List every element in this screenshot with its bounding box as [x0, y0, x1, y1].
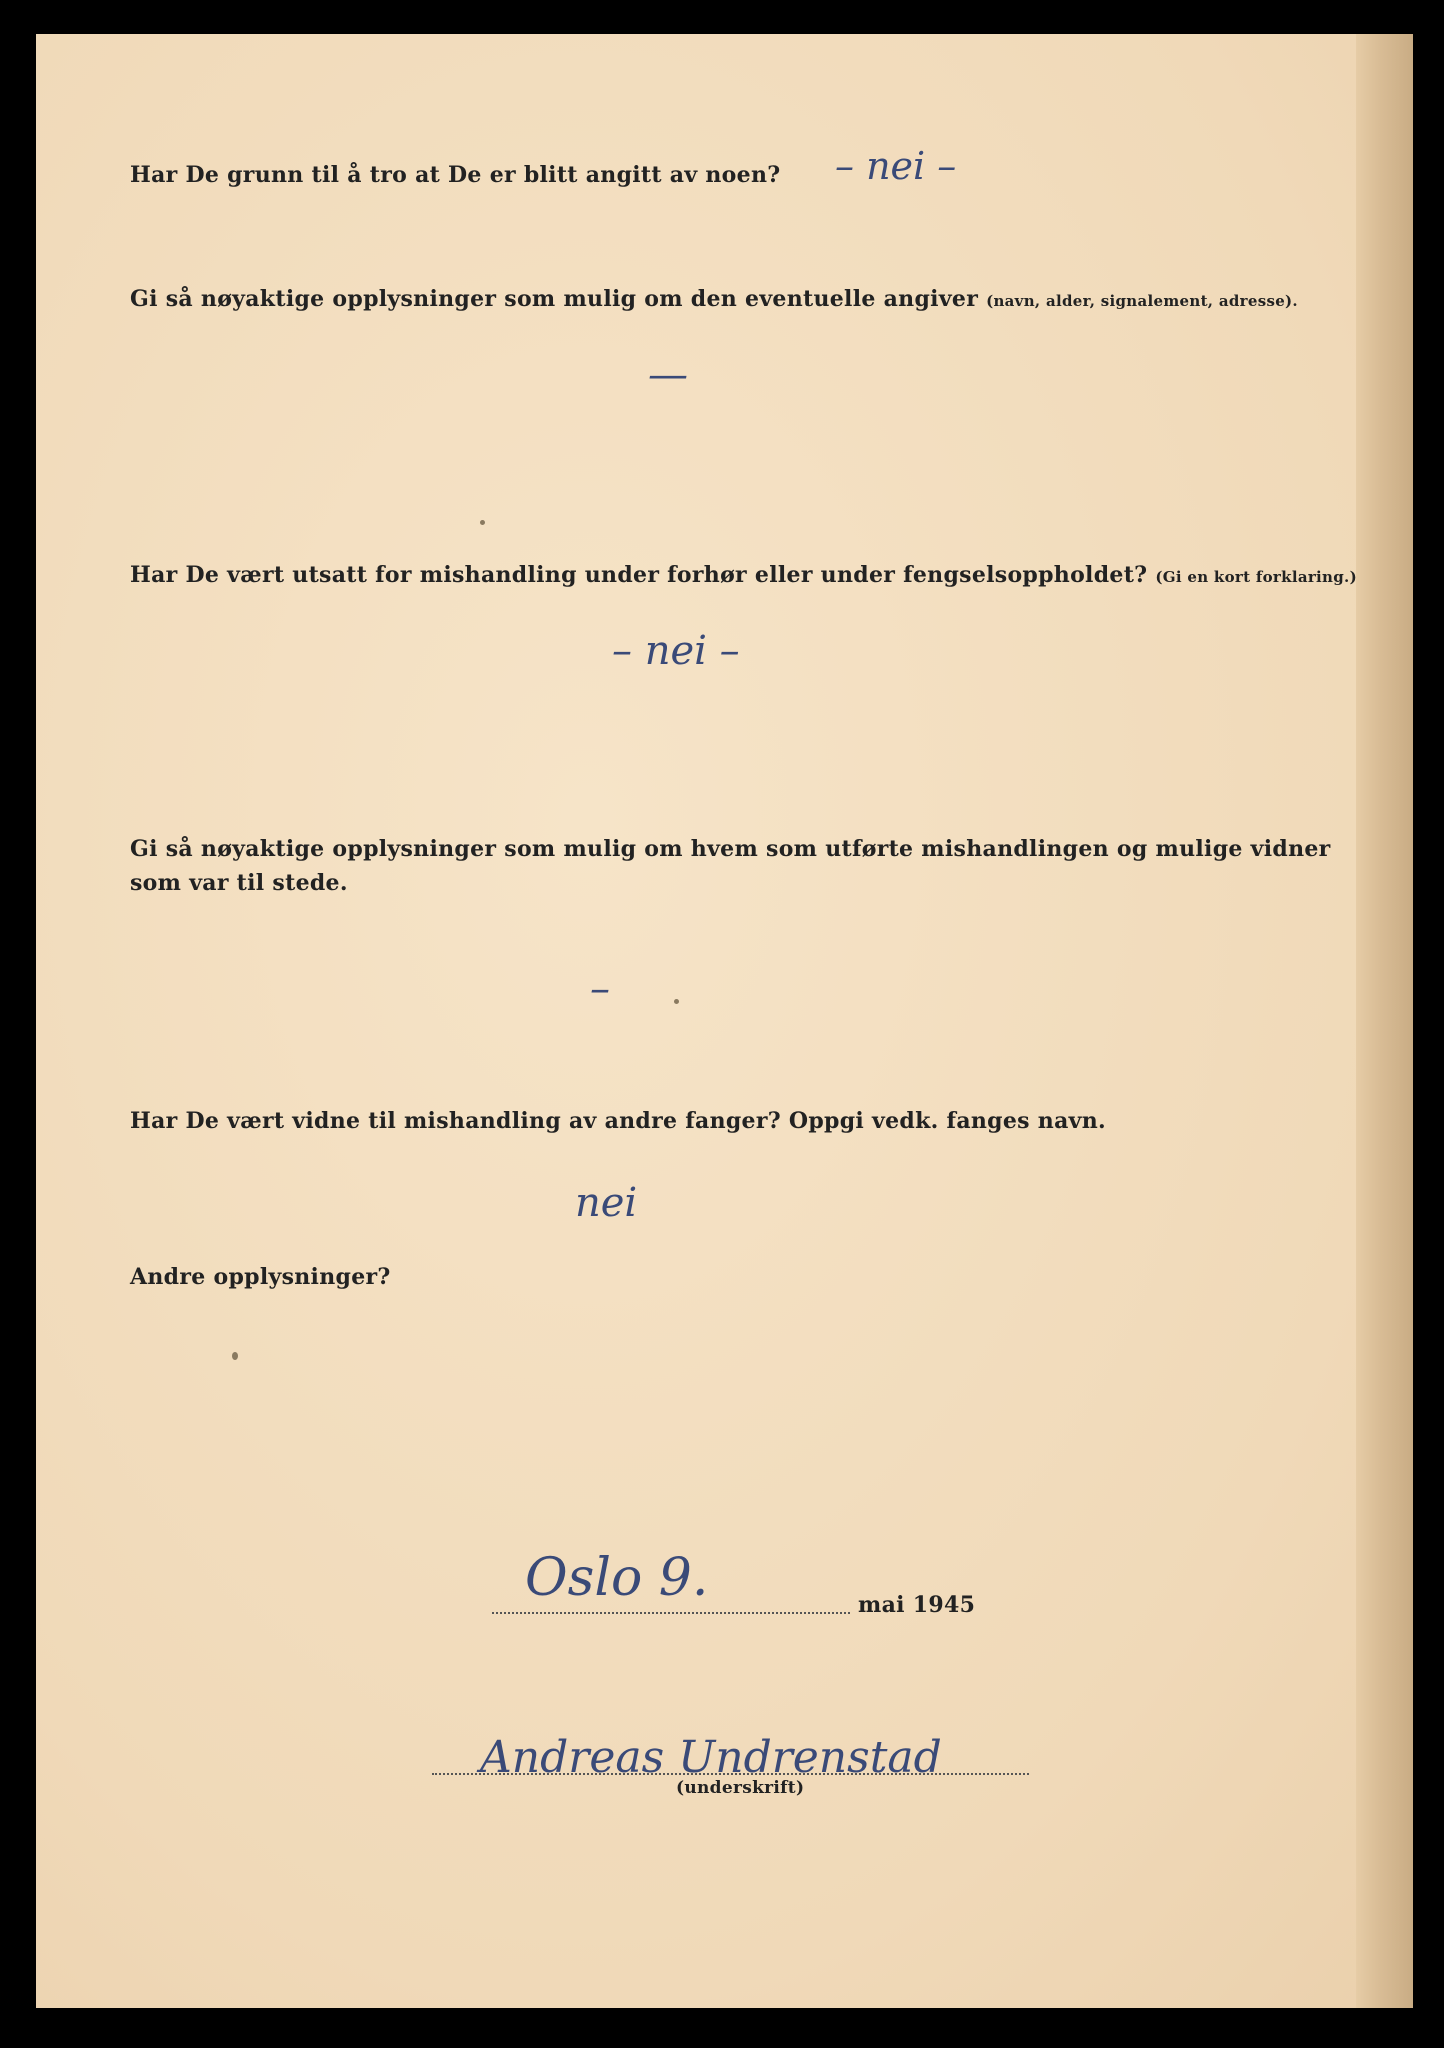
question-mishandling [130, 562, 1357, 588]
signature-label: (underskrift) [676, 1778, 805, 1798]
paper-speck [480, 520, 485, 525]
question-angiver-text: Gi så nøyaktige opplysninger som mulig om den eventuelle angiver [130, 286, 979, 312]
question-vidne: Har De vært vidne til mishandling av andre fanger? Oppgi vedk. fanges navn. [130, 1108, 1106, 1134]
bleed-through [390, 358, 400, 393]
question-utforte-line1: Gi så nøyaktige opplysninger som mulig om hvem som utførte mishandlingen og mulige vidner [130, 836, 1331, 862]
date-place-day: Oslo 9. [525, 1548, 709, 1608]
answer-utforte: – [590, 966, 610, 1012]
signature: Andreas Undrenstad [480, 1732, 942, 1783]
date-printed: mai 1945 [858, 1592, 976, 1618]
answer-angitt: – nei – [835, 144, 957, 188]
answer-mishandling: – nei – [612, 628, 740, 674]
paper-speck [232, 1352, 238, 1360]
question-andre: Andre opplysninger? [130, 1264, 391, 1290]
question-utforte-line2: som var til stede. [130, 870, 348, 896]
signature-dotted-line [432, 1773, 1029, 1775]
question-angitt: Har De grunn til å tro at De er blitt angitt av noen? [130, 162, 781, 188]
page-edge-shadow [1356, 34, 1413, 2008]
question-angiver-note: (navn, alder, signalement, adresse). [986, 292, 1298, 310]
answer-vidne: nei [575, 1180, 638, 1226]
date-dotted-line [492, 1612, 850, 1614]
question-mishandling-text: Har De vært utsatt for mishandling under forhør eller under fengselsoppholdet? [130, 562, 1148, 588]
form-page [36, 34, 1413, 2008]
answer-angiver: — [648, 352, 688, 398]
question-mishandling-note: (Gi en kort forklaring.) [1155, 568, 1357, 586]
paper-speck [674, 999, 679, 1004]
question-angiver [130, 286, 1298, 312]
